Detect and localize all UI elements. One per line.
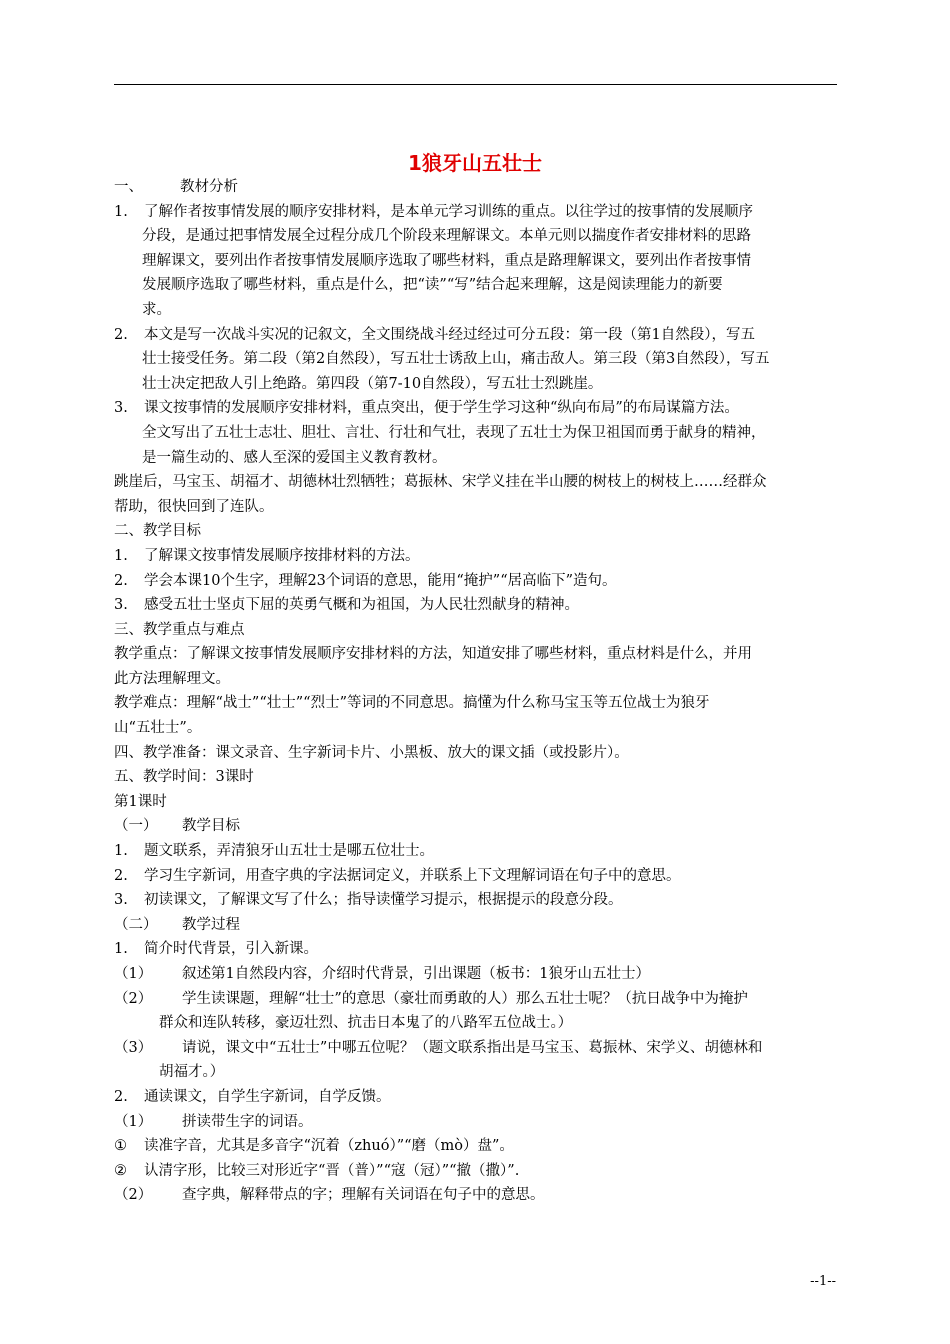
list-item: 3. 课文按事情的发展顺序安排材料，重点突出，便于学生学习这种“纵向布局”的布局谋篇方法。 xyxy=(114,400,739,417)
paragraph-line: 胡福才。） xyxy=(159,1064,225,1081)
page-number: --1-- xyxy=(810,1274,836,1289)
list-item: 2. 本文是写一次战斗实况的记叙文，全文围绕战斗经过经过可分五段：第一段（第1自然段），写五 xyxy=(114,326,755,343)
list-item: （1） 拼读带生字的词语。 xyxy=(114,1113,313,1130)
section-heading: 三、教学重点与难点 xyxy=(114,621,245,638)
list-item: （3） 请说，课文中“五壮士”中哪五位呢？（题文联系指出是马宝玉、葛振林、宋学义、胡德林和 xyxy=(114,1039,763,1056)
section-heading: 四、教学准备：课文录音、生字新词卡片、小黑板、放大的课文插（或投影片）。 xyxy=(114,744,629,761)
list-item: 1. 了解课文按事情发展顺序按排材料的方法。 xyxy=(114,547,420,564)
paragraph-line: 跳崖后，马宝玉、胡福才、胡德林壮烈牺牲；葛振林、宋学义挂在半山腰的树枝上的树枝上……经群众 xyxy=(114,474,767,491)
list-item: 2. 学会本课10个生字，理解23个词语的意思，能用“掩护”“居高临下”造句。 xyxy=(114,572,617,589)
list-item: 2. 通读课文，自学生字新词，自学反馈。 xyxy=(114,1088,391,1105)
paragraph-line: 此方法理解理文。 xyxy=(114,670,230,687)
list-item: 2. 学习生字新词，用查字典的字法据词定义，并联系上下文理解词语在句子中的意思。 xyxy=(114,867,681,884)
list-item: （2） 查字典，解释带点的字；理解有关词语在句子中的意思。 xyxy=(114,1187,545,1204)
paragraph-line: 分段，是通过把事情发展全过程分成几个阶段来理解课文。本单元则以揣度作者安排材料的思路 xyxy=(142,228,751,245)
list-item: 1. 了解作者按事情发展的顺序安排材料，是本单元学习训练的重点。以往学过的按事情的发展顺序 xyxy=(114,203,753,220)
subsection-heading: （二） 教学过程 xyxy=(114,916,240,933)
paragraph-line: 发展顺序选取了哪些材料，重点是什么，把“读”“写”结合起来理解，这是阅读理能力的新要 xyxy=(142,277,723,294)
paragraph-line: 帮助，很快回到了连队。 xyxy=(114,498,274,515)
list-item: 1. 简介时代背景，引入新课。 xyxy=(114,941,318,958)
section-heading: 五、教学时间：3课时 xyxy=(114,769,254,786)
subsection-heading: （一） 教学目标 xyxy=(114,818,240,835)
paragraph-line: 是一篇生动的、感人至深的爱国主义教育教材。 xyxy=(142,449,447,466)
paragraph-line: 求。 xyxy=(142,301,171,318)
list-item: （1） 叙述第1自然段内容，介绍时代背景，引出课题（板书：1狼牙山五壮士） xyxy=(114,966,650,982)
document-title: 1狼牙山五壮士 xyxy=(408,151,542,175)
list-item: 3. 感受五壮士坚贞下屈的英勇气概和为祖国，为人民壮烈献身的精神。 xyxy=(114,597,579,614)
paragraph-line: 山“五壮士”。 xyxy=(114,720,202,737)
list-item: （2） 学生读课题，理解“壮士”的意思（豪壮而勇敢的人）那么五壮士呢？（抗日战争中为掩护 xyxy=(114,990,748,1007)
list-item: 1. 题文联系，弄清狼牙山五壮士是哪五位壮士。 xyxy=(114,843,434,860)
paragraph-line: 全文写出了五壮士志壮、胆壮、言壮、行壮和气壮，表现了五壮士为保卫祖国而勇于献身的精神， xyxy=(142,424,766,441)
list-item: ② 认清字形，比较三对形近字“晋（普）”“寇（冠）”“撤（撒）”. xyxy=(114,1162,520,1179)
list-item: 3. 初读课文，了解课文写了什么；指导读懂学习提示，根据提示的段意分段。 xyxy=(114,892,623,909)
paragraph-line: 群众和连队转移，豪迈壮烈、抗击日本鬼了的八路军五位战士。） xyxy=(159,1015,573,1032)
section-heading: 二、教学目标 xyxy=(114,523,201,540)
header-rule xyxy=(114,84,837,85)
lesson-heading: 第1课时 xyxy=(114,793,167,810)
paragraph-line: 理解课文，要列出作者按事情发展顺序选取了哪些材料，重点是路理解课文，要列出作者按事情 xyxy=(142,252,751,269)
paragraph-line: 教学难点：理解“战士”“壮士”“烈士”等词的不同意思。搞懂为什么称马宝玉等五位战士为狼牙 xyxy=(114,695,710,712)
paragraph-line: 壮士接受任务。第二段（第2自然段），写五壮士诱敌上山，痛击敌人。第三段（第3自然段），写五 xyxy=(142,351,770,368)
paragraph-line: 教学重点：了解课文按事情发展顺序安排材料的方法，知道安排了哪些材料，重点材料是什么，并用 xyxy=(114,646,752,663)
paragraph-line: 壮士决定把敌人引上绝路。第四段（第7-10自然段），写五壮士烈跳崖。 xyxy=(142,375,603,392)
section-heading: 一、 教材分析 xyxy=(114,179,238,195)
document-body xyxy=(114,175,837,1208)
list-item: ① 读准字音，尤其是多音字“沉着（zhuó）”“磨（mò）盘”。 xyxy=(114,1138,514,1155)
